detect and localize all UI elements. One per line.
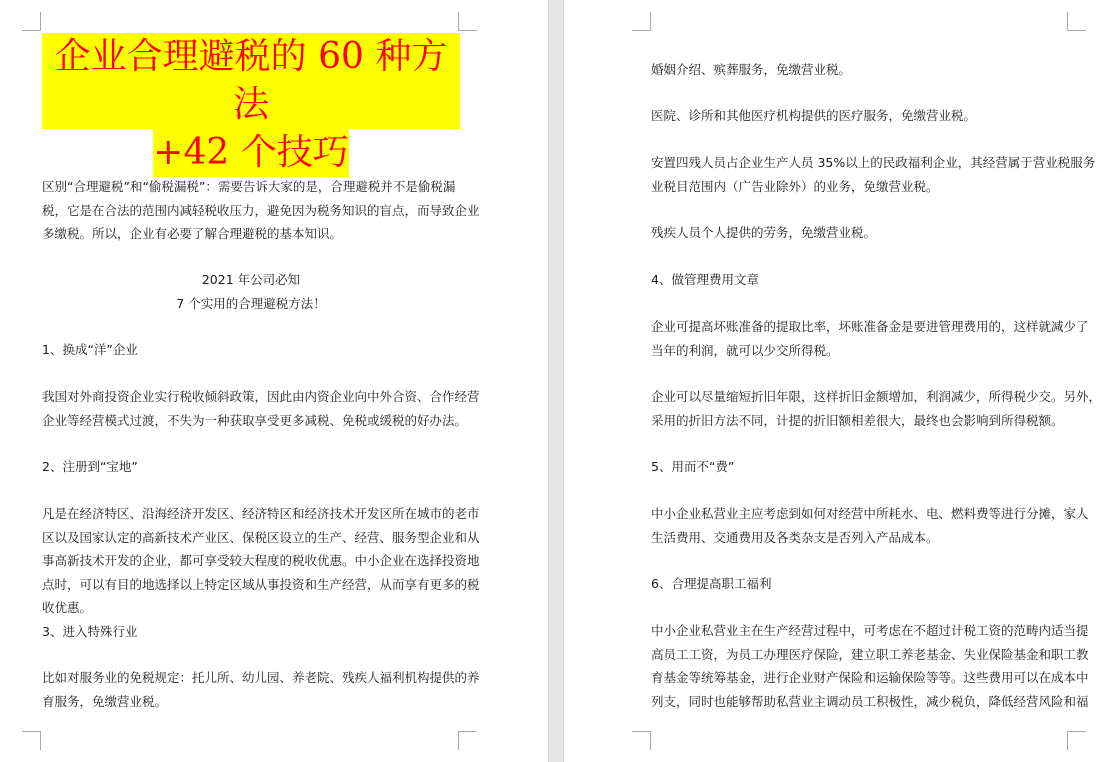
section-heading: 4、做管理费用文章: [651, 272, 759, 287]
document-page-right: [564, 0, 1111, 762]
section-heading: 2、注册到“宝地”: [42, 459, 138, 474]
section-4-body-2: [651, 385, 1101, 432]
subtitle-line-1: 2021 年公司必知: [201, 272, 301, 287]
text-line: 中小企业私营业主应考虑到如何对经营中所耗水、电、燃料费等进行分摊，家人: [651, 506, 1089, 521]
section-6-body: [651, 619, 1089, 713]
text-line: 育基金等统筹基金，进行企业财产保险和运输保险等等。这些费用可以在成本中: [651, 670, 1089, 685]
section-2-body: [42, 502, 480, 643]
crop-mark: [22, 12, 41, 31]
text-line: 收优惠。: [42, 600, 93, 615]
paragraph: 残疾人员个人提供的劳务，免缴营业税。: [651, 225, 877, 240]
crop-mark: [22, 731, 41, 750]
text-line: 区以及国家认定的高新技术产业区、保税区设立的生产、经营、服务型企业和从: [42, 529, 480, 545]
text-line: 育服务，免缴营业税。: [42, 693, 168, 709]
crop-mark: [458, 731, 477, 750]
document-title: [42, 33, 460, 177]
crop-mark: [632, 731, 651, 750]
paragraph: 婚姻介绍、殡葬服务，免缴营业税。: [651, 62, 852, 77]
text-line: 凡是在经济特区、沿海经济开发区、经济特区和经济技术开发区所在城市的老市: [42, 506, 480, 521]
crop-mark: [1067, 731, 1086, 750]
section-4-body-1: [651, 315, 1089, 362]
text-line: 高员工工资，为员工办理医疗保险，建立职工养老基金、失业保险基金和职工教: [651, 646, 1089, 662]
crop-mark: [632, 12, 651, 31]
subtitle-line-2: 7 个实用的合理避税方法！: [176, 295, 326, 311]
section-heading: 3、进入特殊行业: [42, 623, 138, 639]
intro-paragraph: [42, 175, 480, 246]
text-line: 业税目范围内（广告业除外）的业务，免缴营业税。: [651, 178, 939, 194]
text-line: 区别“合理避税”和“偷税漏税”：需要告诉大家的是，合理避税并不是偷税漏: [42, 179, 456, 194]
section-1-body: [42, 385, 480, 432]
section-heading: 6、合理提高职工福利: [651, 576, 772, 591]
section-heading: 1、换成“洋”企业: [42, 342, 138, 357]
section-3-body: [42, 666, 480, 713]
text-line: 列支，同时也能够帮助私营业主调动员工积极性，减少税负，降低经营风险和福: [651, 693, 1089, 709]
crop-mark: [458, 12, 477, 31]
title-line-2: +42 个技巧: [153, 129, 348, 177]
text-line: 税，它是在合法的范围内减轻税收压力，避免因为税务知识的盲点，而导致企业: [42, 202, 480, 218]
section-5-body: [651, 502, 1089, 549]
text-line: 企业等经营模式过渡，不失为一种获取享受更多减税、免税或缓税的好办法。: [42, 412, 468, 428]
text-line: 比如对服务业的免税规定：托儿所、幼儿园、养老院、残疾人福利机构提供的养: [42, 670, 480, 685]
text-line: 事高新技术开发的企业，都可享受较大程度的税收优惠。中小企业在选择投资地: [42, 553, 480, 568]
text-line: 安置四残人员占企业生产人员 35%以上的民政福利企业，其经营属于营业税服务: [651, 155, 1096, 170]
text-line: 当年的利润，就可以少交所得税。: [651, 342, 839, 358]
document-page-left: [0, 0, 548, 762]
subtitle: [42, 268, 460, 315]
text-line: 中小企业私营业主在生产经营过程中，可考虑在不超过计税工资的范畴内适当提: [651, 623, 1089, 638]
text-line: 采用的折旧方法不同，计提的折旧额相差很大，最终也会影响到所得税额。: [651, 412, 1064, 428]
section-heading: 5、用而不“费”: [651, 459, 735, 474]
title-line-1: 企业合理避税的 60 种方法: [42, 33, 460, 129]
crop-mark: [1067, 12, 1086, 31]
text-line: 多缴税。所以，企业有必要了解合理避税的基本知识。: [42, 226, 343, 241]
page-gutter: [548, 0, 564, 762]
text-line: 企业可以尽量缩短折旧年限，这样折旧金额增加，利润减少，所得税少交。另外，: [651, 389, 1102, 404]
text-line: 生活费用、交通费用及各类杂支是否列入产品成本。: [651, 529, 939, 545]
text-line: 点时，可以有目的地选择以上特定区域从事投资和生产经营，从而享有更多的税: [42, 576, 480, 592]
text-line: 企业可提高坏账准备的提取比率，坏账准备金是要进管理费用的，这样就减少了: [651, 319, 1089, 334]
paragraph: [651, 151, 1095, 198]
text-line: 我国对外商投资企业实行税收倾斜政策，因此由内资企业向中外合资、合作经营: [42, 389, 480, 404]
paragraph: 医院、诊所和其他医疗机构提供的医疗服务，免缴营业税。: [651, 108, 977, 123]
